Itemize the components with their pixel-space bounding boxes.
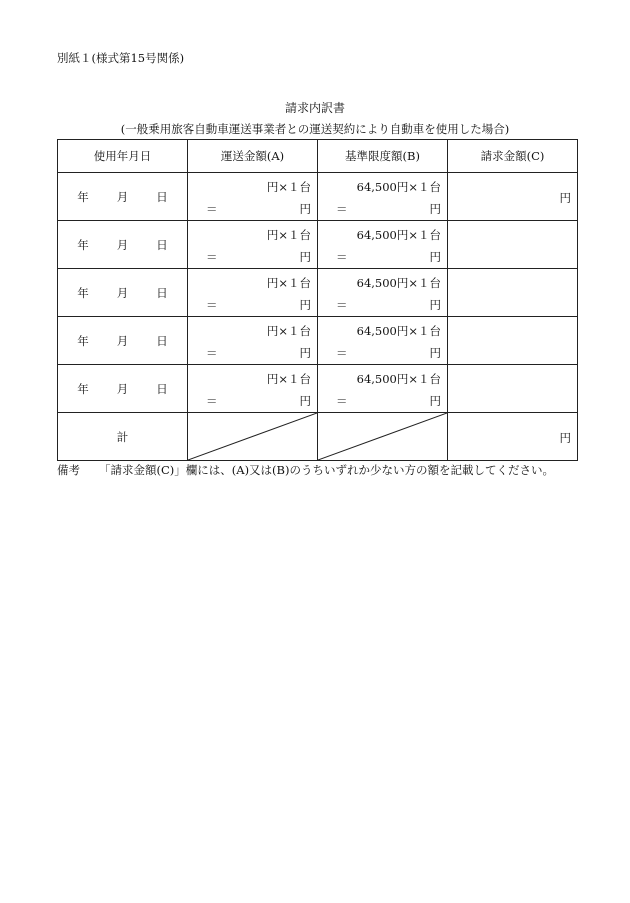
total-claim-amount xyxy=(448,413,578,461)
equals-sign: ＝ xyxy=(206,298,218,312)
unit-formula: 円×１台 xyxy=(266,228,311,242)
table-row xyxy=(58,365,578,413)
month-label: 月 xyxy=(116,189,129,204)
usage-date-cell[interactable] xyxy=(58,269,188,317)
yen-unit: 円 xyxy=(429,346,441,360)
claim-amount-cell[interactable] xyxy=(448,221,578,269)
usage-date-cell[interactable] xyxy=(58,173,188,221)
document-title: 請求内訳書 xyxy=(284,101,345,115)
day-label: 日 xyxy=(156,381,168,396)
total-row xyxy=(58,413,578,461)
limit-formula: 64,500円×１台 xyxy=(356,372,441,386)
document-subtitle: (一般乗用旅客自動車運送事業者との運送契約により自動車を使用した場合) xyxy=(120,122,510,136)
form-reference: 別紙１(様式第15号関係) xyxy=(57,51,185,65)
diagonal-strike xyxy=(318,413,447,460)
total-a-crossed xyxy=(188,413,318,461)
yen-unit: 円 xyxy=(429,202,441,216)
claim-breakdown-table xyxy=(57,139,578,461)
month-label: 月 xyxy=(116,285,129,300)
standard-limit-cell xyxy=(318,221,448,269)
table-row xyxy=(58,221,578,269)
yen-unit: 円 xyxy=(429,298,441,312)
year-label: 年 xyxy=(77,381,89,396)
day-label: 日 xyxy=(156,333,168,348)
header-claim-amount: 請求金額(C) xyxy=(448,140,578,173)
claim-amount-cell[interactable] xyxy=(448,365,578,413)
equals-sign: ＝ xyxy=(336,250,348,264)
equals-sign: ＝ xyxy=(336,394,348,408)
transport-amount-cell[interactable] xyxy=(188,221,318,269)
standard-limit-cell xyxy=(318,317,448,365)
table-row xyxy=(58,317,578,365)
remarks xyxy=(57,462,554,478)
header-transport-amount: 運送金額(A) xyxy=(188,140,318,173)
day-label: 日 xyxy=(156,189,168,204)
limit-formula: 64,500円×１台 xyxy=(356,276,441,290)
header-usage-date: 使用年月日 xyxy=(58,140,188,173)
yen-unit: 円 xyxy=(299,202,311,216)
standard-limit-cell xyxy=(318,365,448,413)
yen-unit: 円 xyxy=(299,298,311,312)
table-header-row xyxy=(58,140,578,173)
unit-formula: 円×１台 xyxy=(266,276,311,290)
claim-yen: 円 xyxy=(559,191,571,205)
unit-formula: 円×１台 xyxy=(266,372,311,386)
usage-date-cell[interactable] xyxy=(58,221,188,269)
usage-date-cell[interactable] xyxy=(58,365,188,413)
year-label: 年 xyxy=(77,285,89,300)
year-label: 年 xyxy=(77,237,89,252)
limit-formula: 64,500円×１台 xyxy=(356,324,441,338)
equals-sign: ＝ xyxy=(336,202,348,216)
total-yen: 円 xyxy=(559,431,571,445)
claim-amount-cell[interactable] xyxy=(448,173,578,221)
table-row xyxy=(58,269,578,317)
remarks-label: 備考 xyxy=(57,463,80,477)
year-label: 年 xyxy=(77,333,89,348)
day-label: 日 xyxy=(156,237,168,252)
equals-sign: ＝ xyxy=(336,298,348,312)
unit-formula: 円×１台 xyxy=(266,180,311,194)
equals-sign: ＝ xyxy=(206,346,218,360)
yen-unit: 円 xyxy=(299,394,311,408)
equals-sign: ＝ xyxy=(206,250,218,264)
yen-unit: 円 xyxy=(429,250,441,264)
yen-unit: 円 xyxy=(429,394,441,408)
claim-amount-cell[interactable] xyxy=(448,317,578,365)
limit-formula: 64,500円×１台 xyxy=(356,228,441,242)
limit-formula: 64,500円×１台 xyxy=(356,180,441,194)
yen-unit: 円 xyxy=(299,250,311,264)
total-b-crossed xyxy=(318,413,448,461)
month-label: 月 xyxy=(116,381,129,396)
transport-amount-cell[interactable] xyxy=(188,365,318,413)
table-row xyxy=(58,173,578,221)
unit-formula: 円×１台 xyxy=(266,324,311,338)
yen-unit: 円 xyxy=(299,346,311,360)
month-label: 月 xyxy=(116,237,129,252)
year-label: 年 xyxy=(77,189,89,204)
transport-amount-cell[interactable] xyxy=(188,317,318,365)
remarks-text: 「請求金額(C)」欄には、(A)又は(B)のうちいずれか少ない方の額を記載してください。 xyxy=(99,463,554,477)
total-label: 計 xyxy=(58,413,188,461)
transport-amount-cell[interactable] xyxy=(188,173,318,221)
equals-sign: ＝ xyxy=(336,346,348,360)
standard-limit-cell xyxy=(318,173,448,221)
diagonal-strike xyxy=(188,413,317,460)
equals-sign: ＝ xyxy=(206,394,218,408)
claim-amount-cell[interactable] xyxy=(448,269,578,317)
month-label: 月 xyxy=(116,333,129,348)
standard-limit-cell xyxy=(318,269,448,317)
day-label: 日 xyxy=(156,285,168,300)
header-standard-limit: 基準限度額(B) xyxy=(318,140,448,173)
transport-amount-cell[interactable] xyxy=(188,269,318,317)
usage-date-cell[interactable] xyxy=(58,317,188,365)
equals-sign: ＝ xyxy=(206,202,218,216)
